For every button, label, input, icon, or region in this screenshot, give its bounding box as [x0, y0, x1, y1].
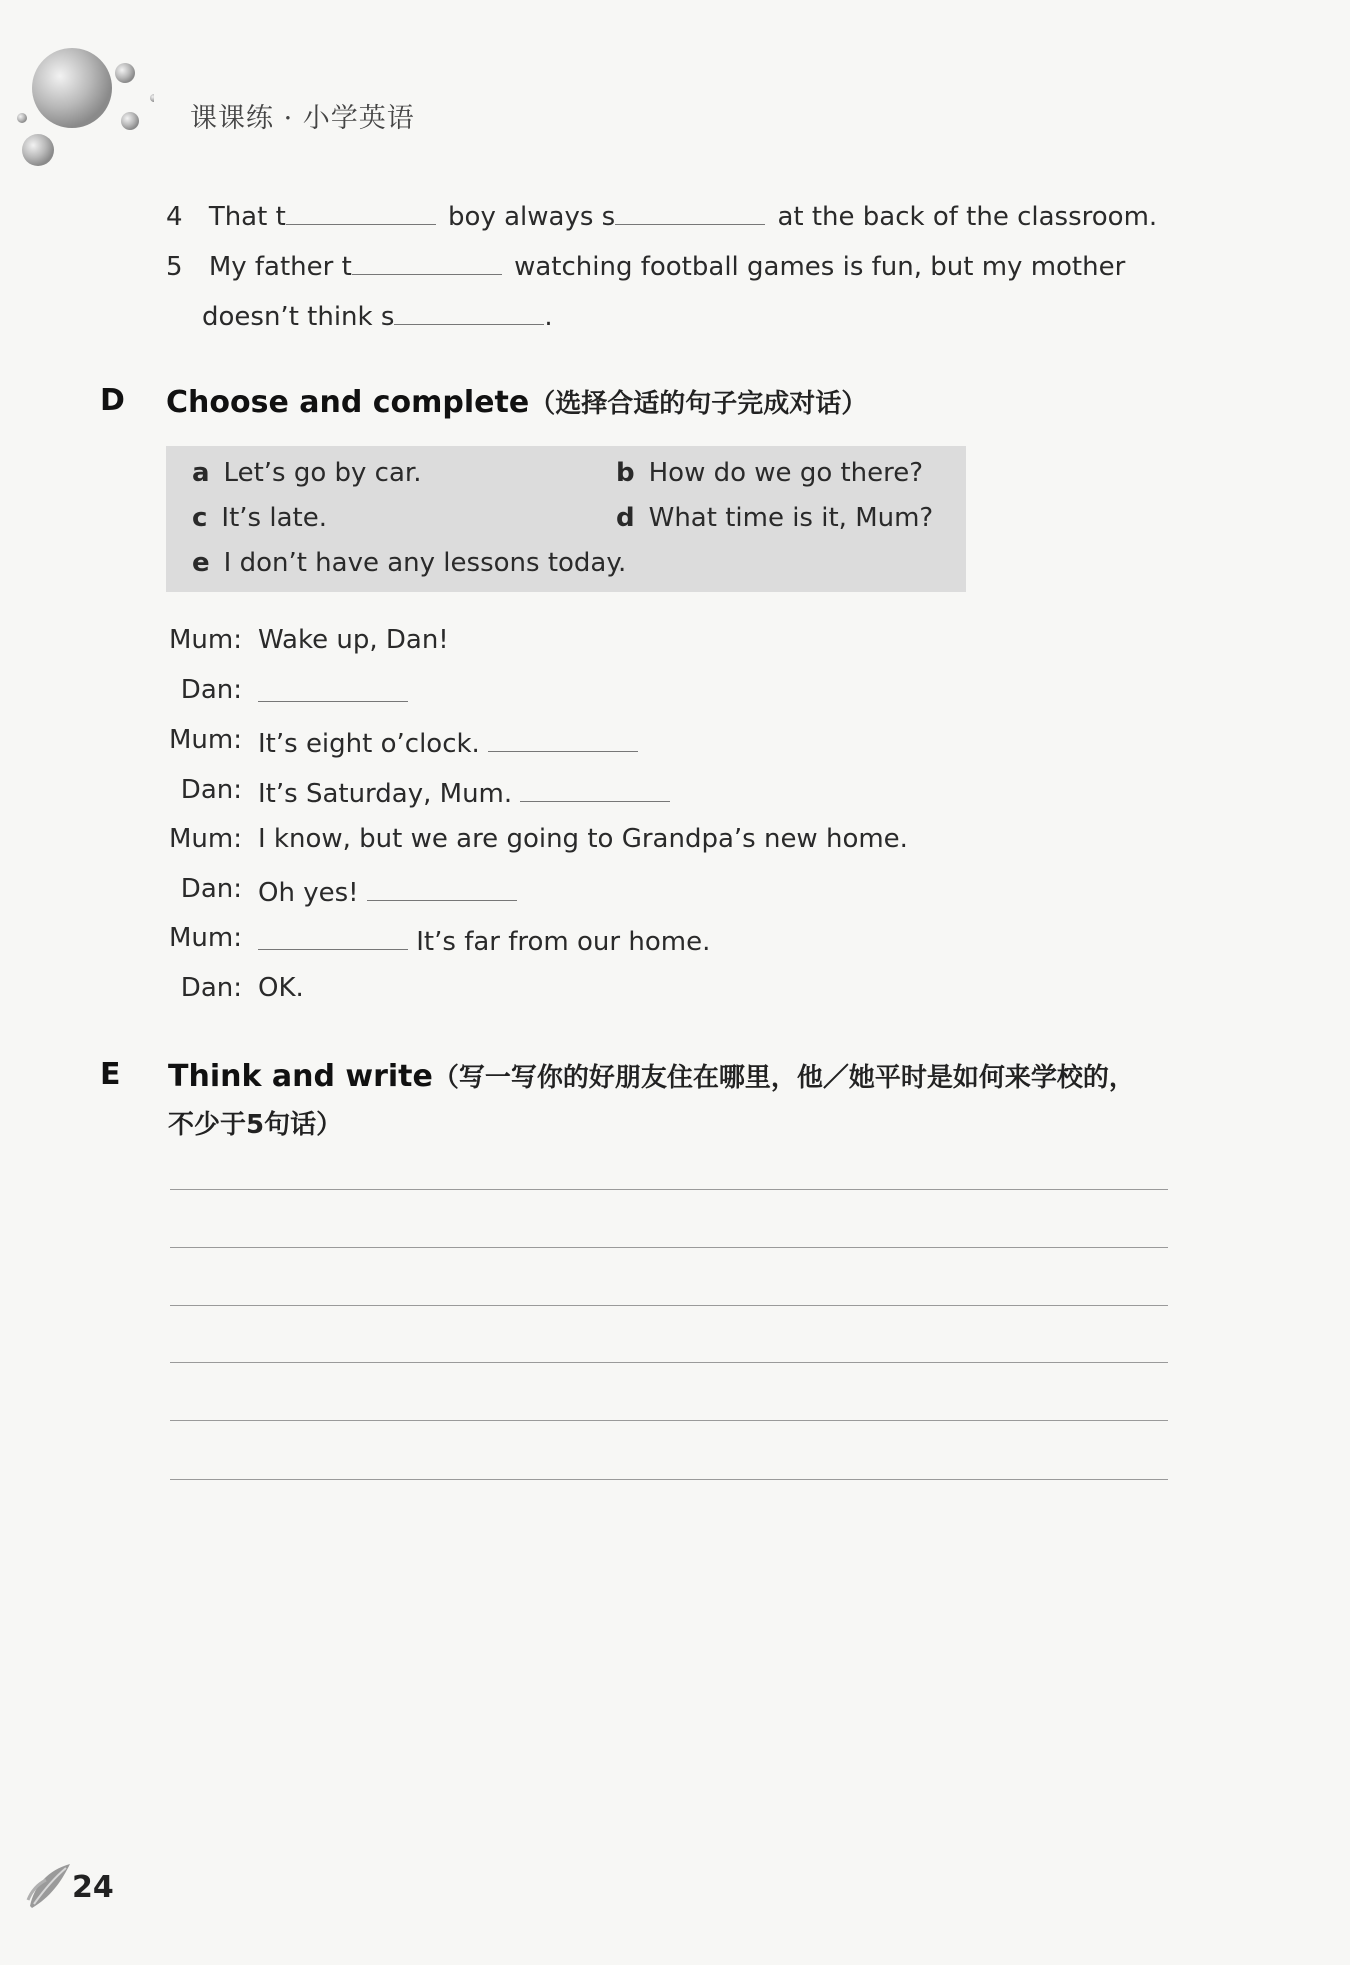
dialogue-line: It’s eight o’clock.: [258, 725, 638, 759]
section-d-heading: [166, 383, 867, 420]
bubble-decoration-icon: [14, 46, 154, 176]
answer-blank[interactable]: [352, 248, 502, 275]
dialogue-line: It’s Saturday, Mum.: [258, 775, 670, 809]
dialogue-line: [258, 675, 408, 709]
answer-blank[interactable]: [615, 198, 765, 225]
section-d-letter: D: [100, 383, 125, 418]
item-text: My father t: [208, 252, 352, 282]
item-text: at the back of the classroom.: [777, 202, 1158, 232]
page-number: 24: [72, 1870, 114, 1905]
item-text: watching football games is fun, but my mother: [514, 252, 1126, 282]
option-d: d What time is it, Mum?: [616, 503, 934, 533]
item-text: That t: [208, 202, 286, 232]
item-text: .: [544, 302, 553, 332]
section-e-letter: E: [100, 1057, 121, 1092]
writing-line[interactable]: [170, 1420, 1168, 1421]
writing-line[interactable]: [170, 1189, 1168, 1190]
writing-line[interactable]: [170, 1479, 1168, 1480]
option-c: c It’s late.: [192, 503, 327, 533]
speaker-label: Dan:: [180, 973, 242, 1003]
writing-line[interactable]: [170, 1305, 1168, 1306]
writing-line[interactable]: [170, 1247, 1168, 1248]
speaker-label: Mum:: [169, 725, 242, 755]
item-text: boy always s: [448, 202, 616, 232]
option-b: b How do we go there?: [616, 458, 924, 488]
section-d-instruction: （选择合适的句子完成对话）: [529, 389, 868, 419]
exercise-item-5-cont: [202, 297, 553, 337]
writing-line[interactable]: [170, 1362, 1168, 1363]
speaker-label: Mum:: [169, 625, 242, 655]
leaf-icon: [26, 1860, 72, 1910]
dialogue-line: It’s far from our home.: [258, 923, 710, 957]
section-e-instruction: （写一写你的好朋友住在哪里，他／她平时是如何来学校的，: [432, 1063, 1135, 1093]
speaker-label: Mum:: [169, 923, 242, 953]
dialogue-line: Wake up, Dan!: [258, 625, 449, 655]
option-e: e I don’t have any lessons today.: [192, 548, 627, 578]
answer-blank[interactable]: [488, 725, 638, 752]
option-a: a Let’s go by car.: [192, 458, 422, 488]
section-e-instruction-cont: 不少于5句话）: [168, 1110, 343, 1140]
answer-blank[interactable]: [286, 198, 436, 225]
answer-blank[interactable]: [258, 923, 408, 950]
speaker-label: Dan:: [180, 675, 242, 705]
speaker-label: Dan:: [180, 775, 242, 805]
answer-blank[interactable]: [394, 298, 544, 325]
exercise-item-5: [166, 247, 1125, 287]
answer-blank[interactable]: [520, 775, 670, 802]
item-number: 4: [166, 202, 183, 232]
section-e-title: Think and write: [168, 1059, 433, 1094]
item-text: doesn’t think s: [202, 302, 395, 332]
speaker-label: Mum:: [169, 824, 242, 854]
book-title: 课课练 · 小学英语: [190, 103, 415, 134]
dialogue-line: OK.: [258, 973, 304, 1003]
item-number: 5: [166, 252, 183, 282]
section-d-title: Choose and complete: [166, 385, 530, 420]
dialogue-line: Oh yes!: [258, 874, 517, 908]
speaker-label: Dan:: [180, 874, 242, 904]
answer-blank[interactable]: [258, 675, 408, 702]
options-box: [166, 446, 966, 592]
dialogue-line: I know, but we are going to Grandpa’s new home.: [258, 824, 908, 854]
section-e-heading: [168, 1057, 1135, 1094]
answer-blank[interactable]: [367, 874, 517, 901]
exercise-item-4: [166, 197, 1157, 237]
